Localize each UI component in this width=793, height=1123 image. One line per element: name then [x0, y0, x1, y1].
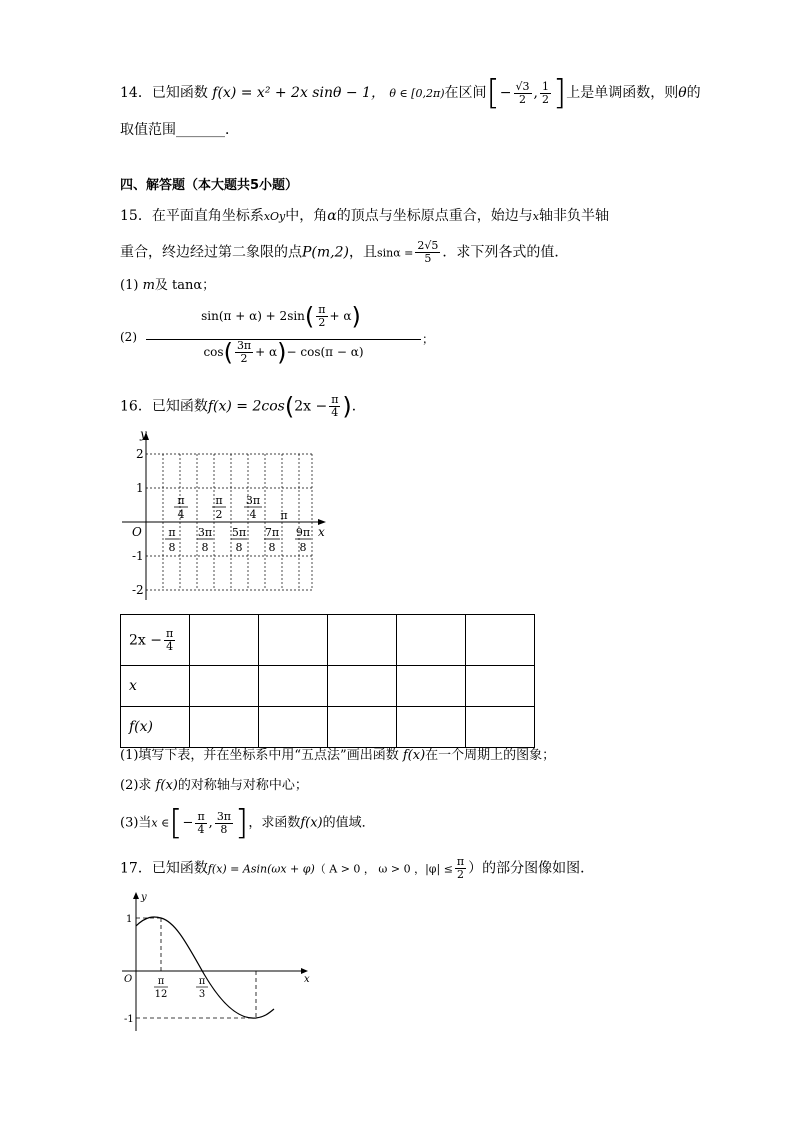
x-tick-num: π [157, 976, 165, 987]
bottom-label-den: 8 [299, 541, 307, 554]
q16-part1: (1)填写下表，并在坐标系中用“五点法”画出函数 f(x)在一个周期上的图象； [120, 748, 556, 763]
table-cell[interactable] [466, 615, 535, 666]
table-cell[interactable] [190, 707, 259, 748]
bottom-label-num: π [168, 526, 176, 539]
top-label-num: π [280, 509, 288, 522]
sine-curve [136, 917, 274, 1018]
bottom-label-num: 5π [231, 526, 247, 539]
table-cell[interactable] [397, 615, 466, 666]
x-tick-den: 3 [198, 989, 206, 1000]
row-label-fx: f(x) [121, 707, 190, 748]
q16-part3: (3)当x ∈[− $\frac{\pi}{4}$ , $\frac{3\pi}{8}$ ]，求函数f(x)的值域． [120, 803, 375, 843]
q17-line1: 17．已知函数f(x) = Asin(ωx + φ)（ A > 0 ， ω > 0 ，|φ| ≤ $\frac{\pi}{2}$ ）的部分图像如图． [120, 855, 595, 881]
table-row [121, 615, 535, 666]
origin-label: O [124, 974, 133, 985]
section-heading: 四、解答题（本大题共5小题） [120, 178, 299, 193]
origin-label: O [132, 525, 142, 539]
q14-line2: 取值范围_______． [120, 122, 239, 138]
table-cell[interactable] [190, 666, 259, 707]
table-cell[interactable] [466, 666, 535, 707]
y-arrow [133, 892, 139, 899]
row-label-2x-pi4: 2x − $\frac{\pi}{4}$ [121, 615, 190, 666]
y-tick-neg1: -1 [124, 1014, 134, 1025]
q15-line1: 15．在平面直角坐标系xOy中，角α的顶点与坐标原点重合，始边与x轴非负半轴 [120, 208, 609, 224]
table-row [121, 707, 535, 748]
y-axis-label: y [141, 892, 147, 903]
table-cell[interactable] [259, 666, 328, 707]
bottom-label-den: 8 [268, 541, 276, 554]
x-axis-label: x [304, 974, 310, 985]
top-label-den: 4 [177, 508, 185, 521]
table-cell[interactable] [259, 615, 328, 666]
q15-line2: 重合，终边经过第二象限的点P(m,2)，且sinα = $\frac{2√5}{5}$ ．求下列各式的值． [120, 239, 569, 265]
y-tick-neg2: -2 [132, 583, 144, 597]
table-cell[interactable] [466, 707, 535, 748]
table-cell[interactable] [328, 615, 397, 666]
q16-value-table [120, 614, 535, 748]
y-tick-neg1: -1 [132, 549, 144, 563]
y-axis-label: y [140, 427, 147, 441]
guide-lines [136, 918, 256, 1018]
table-cell[interactable] [397, 707, 466, 748]
x-tick-den: 12 [154, 989, 168, 1000]
y-tick-2: 2 [136, 447, 144, 461]
q17-sine-graph [118, 886, 318, 1036]
bottom-label-den: 8 [235, 541, 243, 554]
q15-part1: (1) m及 tanα； [120, 278, 216, 293]
x-axis-label: x [318, 525, 325, 539]
bottom-label-den: 8 [201, 541, 209, 554]
top-label-den: 2 [215, 508, 223, 521]
y-tick-1: 1 [126, 914, 133, 925]
table-cell[interactable] [397, 666, 466, 707]
table-cell[interactable] [328, 707, 397, 748]
y-tick-1: 1 [136, 481, 144, 495]
table-cell[interactable] [328, 666, 397, 707]
q16-part2: (2)求 f(x)的对称轴与对称中心； [120, 778, 308, 793]
bottom-label-num: 3π [197, 526, 213, 539]
q16-line1: 16．已知函数f(x) = 2cos(2x − $\frac{\pi}{4}$ )． [120, 392, 366, 421]
q16-grid-chart [112, 424, 342, 604]
bottom-label-num: 9π [295, 526, 311, 539]
x-tick-num: π [198, 976, 206, 987]
bottom-label-num: 7π [264, 526, 280, 539]
bottom-label-den: 8 [168, 541, 176, 554]
table-cell[interactable] [259, 707, 328, 748]
table-cell[interactable] [190, 615, 259, 666]
top-label-den: 4 [249, 508, 257, 521]
row-label-x: x [121, 666, 190, 707]
q14-line1: 14．已知函数 f(x) = x² + 2x sinθ − 1， θ ∈ [0,2π)在区间[− $\frac{√3}{2}$ , $\frac{1}{2}$ ]上是单调函数，则θ的 [120, 73, 701, 113]
table-row [121, 666, 535, 707]
top-label-num: π [177, 494, 185, 507]
top-label-num: π [215, 494, 223, 507]
top-label-num: 3π [245, 494, 261, 507]
